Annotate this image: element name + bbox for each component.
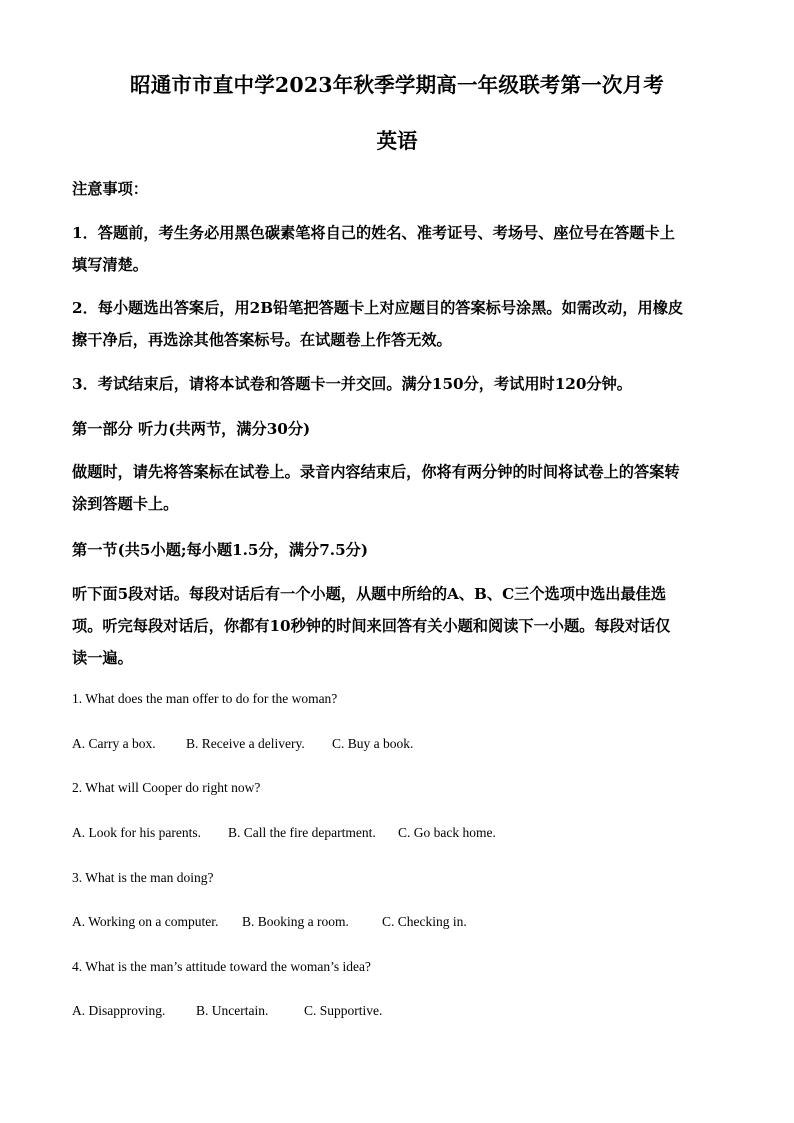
question-3-stem: 3. What is the man doing? xyxy=(72,870,214,885)
question-3-options xyxy=(72,914,467,930)
question-1-option-a: A. Carry a box. xyxy=(72,736,156,751)
question-4-option-a: A. Disapproving. xyxy=(72,1003,166,1018)
question-2-stem: 2. What will Cooper do right now? xyxy=(72,780,261,795)
question-3-option-c: C. Checking in. xyxy=(382,914,467,929)
question-4-stem: 4. What is the man’s attitude toward the woman’s idea? xyxy=(72,959,371,974)
exam-subject: 英语 xyxy=(376,129,418,153)
question-2-options xyxy=(72,825,496,841)
question-4-options xyxy=(72,1003,382,1019)
section1-instruction-line-2: 项。听完每段对话后，你都有10秒钟的时间来回答有关小题和阅读下一小题。每段对话仅 xyxy=(72,617,671,635)
notice-2-line-2: 擦干净后，再选涂其他答案标号。在试题卷上作答无效。 xyxy=(72,331,452,349)
notice-heading: 注意事项： xyxy=(72,180,148,198)
question-4-option-c: C. Supportive. xyxy=(304,1003,383,1018)
question-1-stem: 1. What does the man offer to do for the woman? xyxy=(72,691,338,706)
question-2-option-a: A. Look for his parents. xyxy=(72,825,201,840)
question-1-option-c: C. Buy a book. xyxy=(332,736,414,751)
section1-instruction-line-3: 读一遍。 xyxy=(72,649,133,667)
notice-2-line-1: 2．每小题选出答案后，用2B铅笔把答题卡上对应题目的答案标号涂黑。如需改动，用橡皮 xyxy=(72,299,684,317)
part1-heading: 第一部分 听力(共两节，满分30分) xyxy=(72,420,311,438)
question-2-option-c: C. Go back home. xyxy=(398,825,496,840)
question-3-option-b: B. Booking a room. xyxy=(242,914,349,929)
part1-instruction-line-2: 涂到答题卡上。 xyxy=(72,495,179,513)
section1-instruction-line-1: 听下面5段对话。每段对话后有一个小题，从题中所给的A、B、C三个选项中选出最佳选 xyxy=(72,585,667,603)
exam-title: 昭通市市直中学2023年秋季学期高一年级联考第一次月考 xyxy=(130,73,664,97)
section1-heading: 第一节(共5小题;每小题1.5分，满分7.5分) xyxy=(72,541,369,559)
question-4-option-b: B. Uncertain. xyxy=(196,1003,269,1018)
notice-1-line-1: 1．答题前，考生务必用黑色碳素笔将自己的姓名、准考证号、考场号、座位号在答题卡上 xyxy=(72,224,675,242)
question-1-option-b: B. Receive a delivery. xyxy=(186,736,305,751)
question-3-option-a: A. Working on a computer. xyxy=(72,914,219,929)
part1-instruction-line-1: 做题时，请先将答案标在试卷上。录音内容结束后，你将有两分钟的时间将试卷上的答案转 xyxy=(72,463,680,481)
question-1-options xyxy=(72,736,413,752)
question-2-option-b: B. Call the fire department. xyxy=(228,825,376,840)
notice-1-line-2: 填写清楚。 xyxy=(72,256,148,274)
notice-3-line-1: 3．考试结束后，请将本试卷和答题卡一并交回。满分150分，考试用时120分钟。 xyxy=(72,375,632,393)
